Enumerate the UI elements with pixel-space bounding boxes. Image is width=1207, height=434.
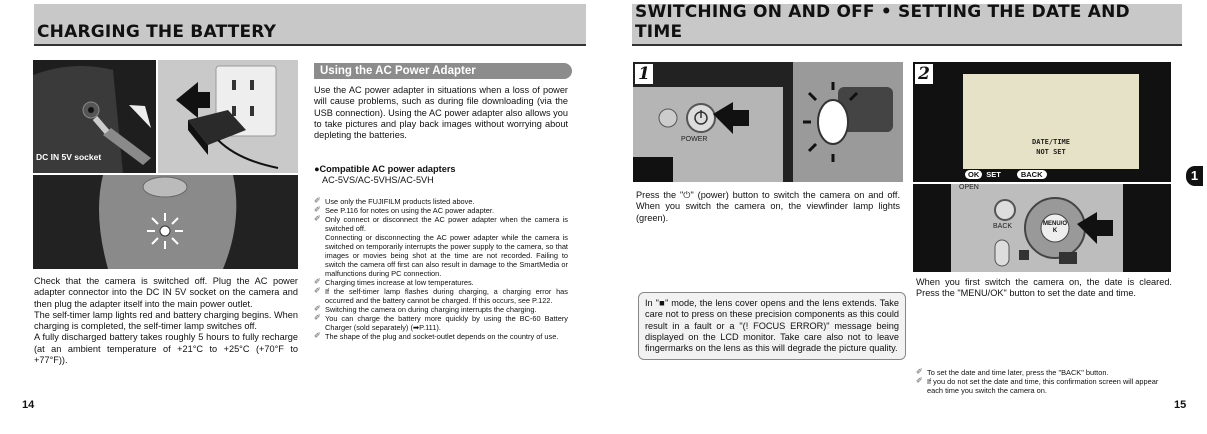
note-item [314, 305, 568, 314]
body-paragraph: The self-timer lamp lights red and battery charging begins. When charging is completed, the self-timer lamp switches off. [34, 309, 298, 332]
photo-wall-outlet [158, 60, 298, 173]
left-notes [314, 197, 568, 341]
note-item [916, 368, 1172, 377]
note-icon: ✐ [314, 205, 321, 214]
photo-dc-in-socket [33, 60, 156, 173]
step1-text: Press the "⏻" (power) button to switch the camera on and off. When you switch the camera on, the viewfinder lamp lights (green). [636, 190, 900, 223]
note-text: You can charge the battery more quickly by using the BC-60 Battery Charger (sold separately) (➡P.111). [325, 314, 568, 332]
lcd-line-1: DATE/TIME [1032, 138, 1070, 146]
note-text: Charging times increase at low temperatures. [325, 278, 474, 287]
photo-step1-power [633, 62, 903, 182]
step2-text: When you first switch the camera on, the date is cleared. Press the "MENU/OK" button to set the date and time. [916, 277, 1172, 299]
note-item [314, 332, 568, 341]
dc-in-label: DC IN 5V socket [36, 152, 102, 162]
note-item [314, 206, 568, 215]
step-number-1: 1 [635, 64, 653, 84]
note-icon: ✐ [314, 196, 321, 205]
menu-ok-label: MENU/OK [1043, 221, 1067, 234]
left-title-rule [34, 44, 586, 46]
page-title: SWITCHING ON AND OFF • SETTING THE DATE AND TIME [635, 2, 1130, 42]
left-title-banner [34, 4, 586, 44]
note-icon: ✐ [314, 214, 321, 223]
note-icon: ✐ [916, 367, 923, 376]
body-paragraph: A fully discharged battery takes roughly 5 hours to fully recharge (at an ambient temperature of +21°C to +25°C (+70°F to +77°F)). [34, 332, 298, 366]
note-text: The shape of the plug and socket-outlet depends on the country of use. [325, 332, 559, 341]
page-title: CHARGING THE BATTERY [37, 22, 277, 42]
lcd-ok-badge: OK [965, 170, 982, 179]
note-icon: ✐ [314, 331, 321, 340]
note-item [916, 377, 1172, 395]
right-title-banner [632, 4, 1182, 44]
back-label: BACK [993, 223, 1013, 230]
left-body [34, 276, 298, 366]
power-button-illustration [633, 62, 903, 182]
note-icon: ✐ [314, 286, 321, 295]
power-label: POWER [681, 136, 708, 143]
note-item [314, 215, 568, 278]
note-icon: ✐ [314, 277, 321, 286]
lcd-button-bar [965, 169, 1137, 180]
lcd-set-label: SET [986, 170, 1001, 179]
page-number-right: 15 [1174, 399, 1187, 411]
right-notes [916, 368, 1172, 395]
note-text: Only connect or disconnect the AC power adapter when the camera is switched off. Connecting or disconnecting the AC power adapter while the camera is switched on temporarily interrupts the power supply to the camera, so that images or movies being shot at the time are not recorded. Failing to switch the camera off first can also result in damage to the SmartMedia or malfunctions during PC connection. [325, 215, 568, 278]
photo-step2-camera-back [913, 184, 1171, 272]
step-number-2: 2 [915, 64, 933, 84]
lcd-screen [963, 74, 1139, 169]
warning-box: In "■" mode, the lens cover opens and the lens extends. Take care not to press on these precision components as this could result in a fault or a "(! FOCUS ERROR)" message being displayed on the LCD monitor. Take care also not to leave fingermarks on the lens as this will degrade the picture quality. [638, 292, 906, 360]
outlet-illustration [158, 60, 298, 173]
section-heading: Using the AC Power Adapter [314, 63, 572, 79]
section-body: Use the AC power adapter in situations when a loss of power will cause problems, such as during file downloading (via the USB connection). Using the AC power adapter also allows you to take pictures and play back images without worrying about depleting the batteries. [314, 85, 568, 141]
note-text: If the self-timer lamp flashes during charging, a charging error has occurred and the battery cannot be charged. If this occurs, see P.122. [325, 287, 568, 305]
chapter-tab: 1 [1186, 166, 1203, 186]
lcd-back-badge: BACK [1017, 170, 1047, 179]
note-text: See P.116 for notes on using the AC power adapter. [325, 206, 495, 215]
note-text: Use only the FUJIFILM products listed above. [325, 197, 475, 206]
open-label: OPEN [959, 184, 979, 191]
body-paragraph: Check that the camera is switched off. Plug the AC power adapter connector into the DC IN 5V socket on the camera and then plug the adapter itself into the main power outlet. [34, 276, 298, 309]
compatible-heading: ●Compatible AC power adapters [314, 164, 456, 174]
note-item [314, 278, 568, 287]
note-text: To set the date and time later, press the "BACK" button. [927, 368, 1109, 377]
page-number-left: 14 [22, 399, 35, 411]
note-icon: ✐ [916, 376, 923, 385]
note-icon: ✐ [314, 313, 321, 322]
right-title-rule [632, 44, 1182, 46]
note-item [314, 287, 568, 305]
note-icon: ✐ [314, 304, 321, 313]
photo-step2-lcd [913, 62, 1171, 182]
note-item [314, 314, 568, 332]
lcd-line-2: NOT SET [1036, 148, 1066, 156]
lamp-illustration [33, 175, 298, 269]
note-text: If you do not set the date and time, this confirmation screen will appear each time you switch the camera on. [927, 377, 1159, 395]
compatible-models: AC-5VS/AC-5VHS/AC-5VH [322, 175, 434, 185]
photo-self-timer-lamp [33, 175, 298, 269]
note-text: Switching the camera on during charging interrupts the charging. [325, 305, 537, 314]
note-item [314, 197, 568, 206]
